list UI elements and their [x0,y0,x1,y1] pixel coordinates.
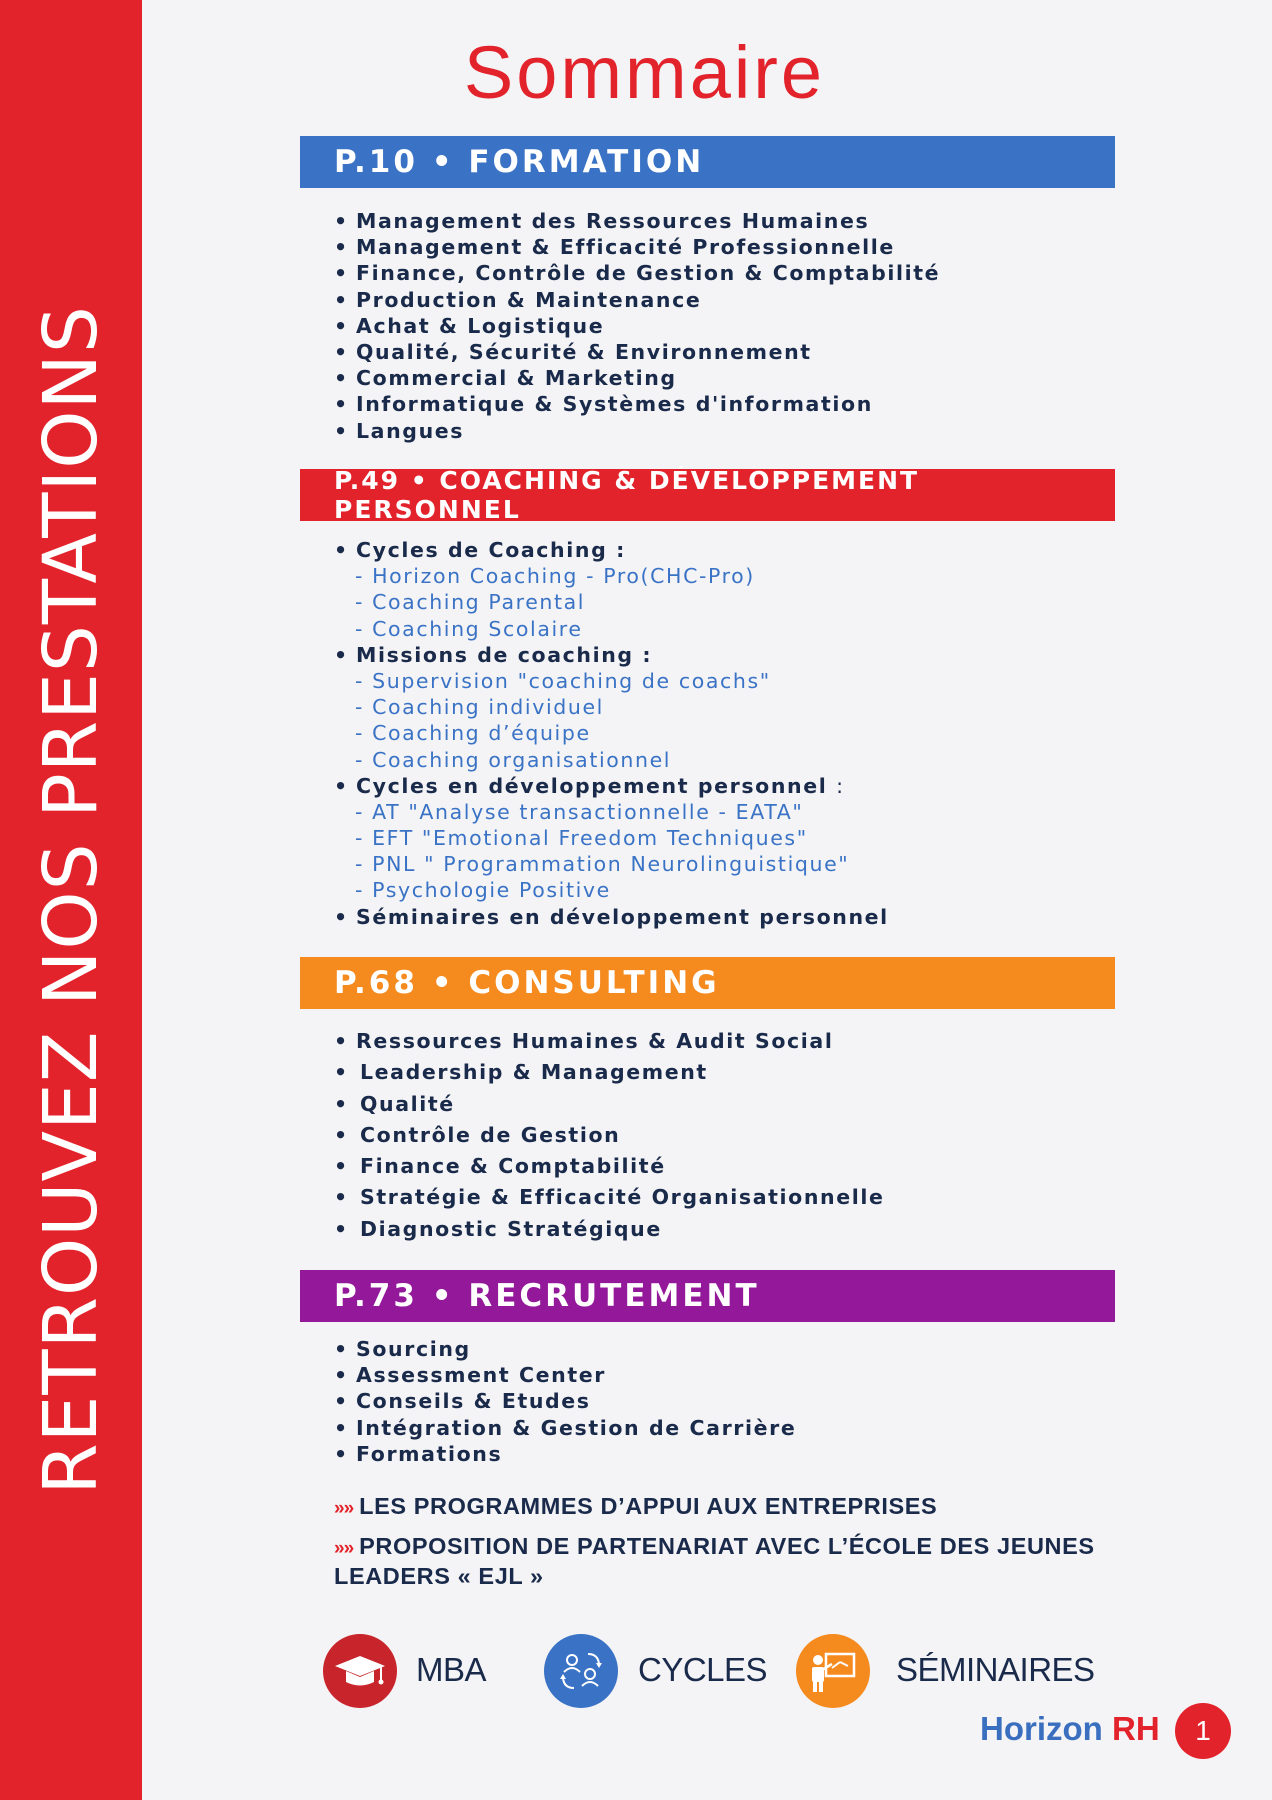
program-line-2: »» PROPOSITION DE PARTENARIAT AVEC L’ÉCOLE DES JEUNES [334,1533,1095,1559]
list-subitem: - Coaching Parental [355,590,586,615]
list-item: • Ressources Humaines & Audit Social [334,1029,834,1053]
list-subitem: - Supervision "coaching de coachs" [355,668,771,693]
presentation-icon [796,1634,870,1708]
graduation-cap-icon [323,1634,397,1708]
arrows-icon: »» [334,1538,354,1559]
list-item: • Finance, Contrôle de Gestion & Comptabilité [334,261,941,286]
list-item: • Contrôle de Gestion [334,1122,621,1147]
program-line-2-cont: LEADERS « EJL » [334,1563,544,1589]
list-item: • Diagnostic Stratégique [334,1216,662,1241]
section-header-consulting: P.68 • CONSULTING [300,957,1115,1009]
list-item: • Achat & Logistique [334,313,605,338]
page-number: 1 [1175,1703,1231,1759]
list-item: • Production & Maintenance [334,287,702,312]
section-header-recrutement: P.73 • RECRUTEMENT [300,1270,1115,1322]
coaching-list [334,537,889,930]
list-item: • Management & Efficacité Professionnelle [334,235,895,260]
section-header-coaching: P.49 • COACHING & DÉVELOPPEMENT PERSONNEL [300,469,1115,521]
list-subitem: - AT "Analyse transactionnelle - EATA" [355,799,804,824]
list-subitem: - Horizon Coaching - Pro(CHC-Pro) [355,564,755,589]
list-item: • Qualité, Sécurité & Environnement [334,339,812,364]
list-item: • Sourcing [334,1337,471,1361]
program-line-1: »» LES PROGRAMMES D’APPUI AUX ENTREPRISES [334,1493,938,1519]
list-item: • Conseils & Etudes [334,1389,591,1414]
page-title: Sommaire [463,31,826,114]
list-item: • Formations [334,1441,503,1466]
list-item: • Cycles de Coaching : [334,538,626,562]
list-subitem: - EFT "Emotional Freedom Techniques" [355,826,808,851]
consulting-list [334,1026,885,1245]
list-item: • Cycles en développement personnel : [334,773,845,798]
list-subitem: - Coaching individuel [355,695,604,720]
list-item: • Qualité [334,1091,455,1116]
list-subitem: - Psychologie Positive [355,878,611,903]
mba-label: MBA [416,1651,487,1688]
team-cycle-icon [544,1634,618,1708]
list-subitem: - Coaching d’équipe [355,721,591,746]
list-item: • Informatique & Systèmes d'information [334,392,873,417]
list-item: • Langues [334,418,465,443]
sidebar-title: RETROUVEZ NOS PRESTATIONS [28,305,114,1495]
sidebar [0,0,142,1800]
list-subitem: - Coaching organisationnel [355,747,672,772]
list-item: • Assessment Center [334,1363,606,1388]
list-item: • Finance & Comptabilité [334,1154,666,1179]
cycles-label: CYCLES [638,1651,768,1688]
list-item: • Management des Ressources Humaines [334,209,870,233]
formation-list [334,208,940,444]
list-item: • Leadership & Management [334,1060,708,1085]
list-item: • Séminaires en développement personnel [334,904,889,929]
list-item: • Commercial & Marketing [334,366,677,391]
section-header-formation: P.10 • FORMATION [300,136,1115,188]
seminaires-label: SÉMINAIRES [896,1651,1095,1688]
list-item: • Intégration & Gestion de Carrière [334,1415,797,1440]
recrutement-list [334,1336,796,1467]
list-item: • Stratégie & Efficacité Organisationnelle [334,1185,885,1210]
list-subitem: - PNL " Programmation Neurolinguistique" [355,852,850,877]
brand-logo: Horizon RH [980,1710,1160,1747]
list-subitem: - Coaching Scolaire [355,616,583,641]
arrows-icon: »» [334,1498,354,1519]
list-item: • Missions de coaching : [334,642,653,667]
